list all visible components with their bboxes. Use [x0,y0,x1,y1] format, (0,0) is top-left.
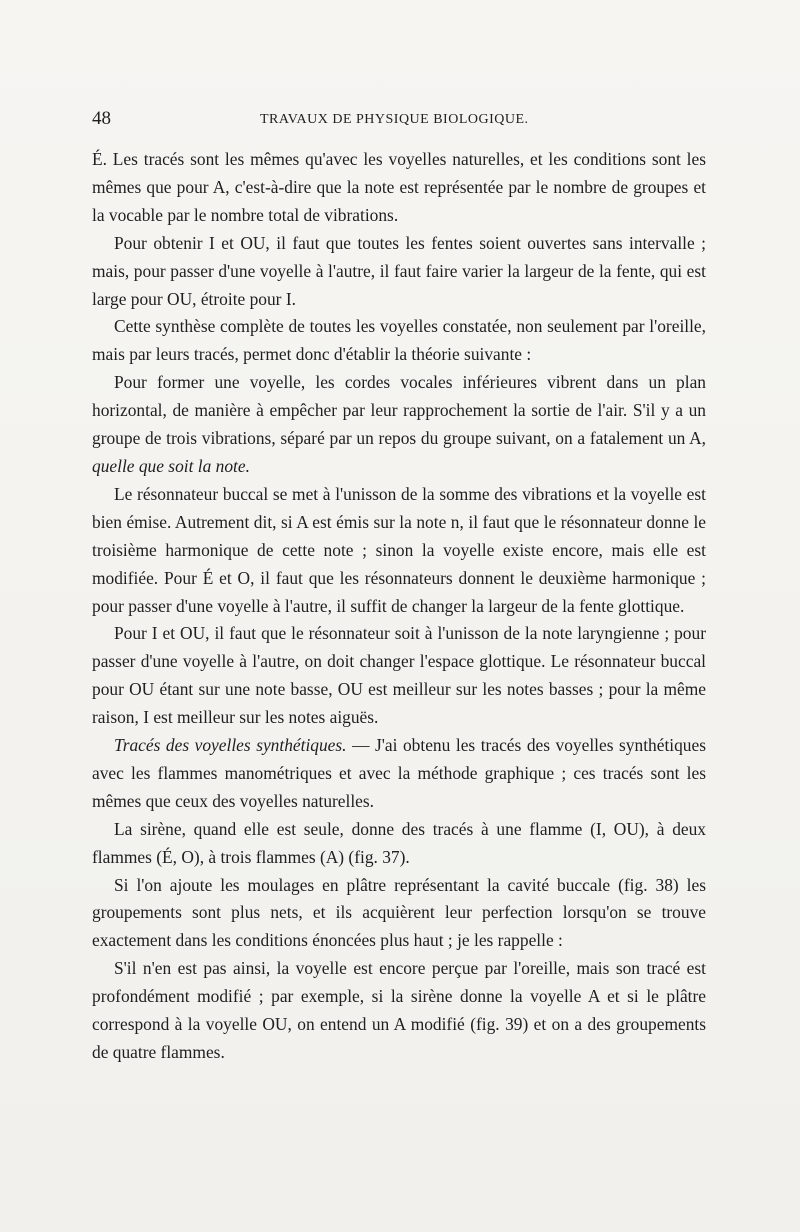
paragraph: Si l'on ajoute les moulages en plâtre représentant la cavité buccale (fig. 38) les groupements sont plus nets, et ils acquièrent leur perfection lorsqu'on se trouve exactement dans les conditions énoncées plus haut ; je les rappelle : [92,874,706,951]
paragraph: Le résonnateur buccal se met à l'unisson de la somme des vibrations et la voyelle est bien émise. Autrement dit, si A est émis sur la note n, il faut que le résonnateur donne le troisième harmonique de cette note ; sinon la voyelle existe encore, mais elle est modifiée. Pour É et O, il faut que les résonnateurs donnent le deuxième harmonique ; pour passer d'une voyelle à l'autre, il suffit de changer la largeur de la fente glottique. [92,483,706,616]
paragraph: É. Les tracés sont les mêmes qu'avec les voyelles naturelles, et les conditions sont les mêmes que pour A, c'est-à-dire que la note est représentée par le nombre de groupes et la vocable par le nombre total de vibrations. [92,149,706,225]
paragraph: Pour obtenir I et OU, il faut que toutes les fentes soient ouvertes sans intervalle ; mais, pour passer d'une voyelle à l'autre, il faut faire varier la largeur de la fente, qui est large pour OU, étroite pour I. [92,232,706,309]
section-lead: Tracés des voyelles synthétiques. [114,735,347,756]
running-title: TRAVAUX DE PHYSIQUE BIOLOGIQUE. [260,112,529,127]
paragraph: Pour former une voyelle, les cordes vocales inférieures vibrent dans un plan horizontal, de manière à empêcher par leur rapprochement la sortie de l'air. S'il y a un groupe de trois vibrations, séparé par un repos du groupe suivant, on a fatalement un A, quelle que soit la note. [92,372,706,476]
page-header [92,108,717,134]
paragraph: Cette synthèse complète de toutes les voyelles constatée, non seulement par l'oreille, mais par leurs tracés, permet donc d'établir la théorie suivante : [92,316,706,365]
body-text [92,146,706,1067]
paragraph: Tracés des voyelles synthétiques. — J'ai obtenu les tracés des voyelles synthétiques avec les flammes manométriques et avec la méthode graphique ; ces tracés sont les mêmes que ceux des voyelles naturelles. [92,735,706,811]
paragraph: La sirène, quand elle est seule, donne des tracés à une flamme (I, OU), à deux flammes (É, O), à trois flammes (A) (fig. 37). [92,818,706,867]
paragraph: Pour I et OU, il faut que le résonnateur soit à l'unisson de la note laryngienne ; pour passer d'une voyelle à l'autre, on doit changer l'espace glottique. Le résonnateur buccal pour OU étant sur une note basse, OU est meilleur sur les notes basses ; pour la même raison, I est meilleur sur les notes aiguës. [92,623,706,728]
paragraph: S'il n'en est pas ainsi, la voyelle est encore perçue par l'oreille, mais son tracé est profondément modifié ; par exemple, si la sirène donne la voyelle A et si le plâtre correspond à la voyelle OU, on entend un A modifié (fig. 39) et on a des groupements de quatre flammes. [92,958,706,1062]
italic-phrase: quelle que soit la note. [92,455,250,476]
page-number: 48 [92,108,111,129]
